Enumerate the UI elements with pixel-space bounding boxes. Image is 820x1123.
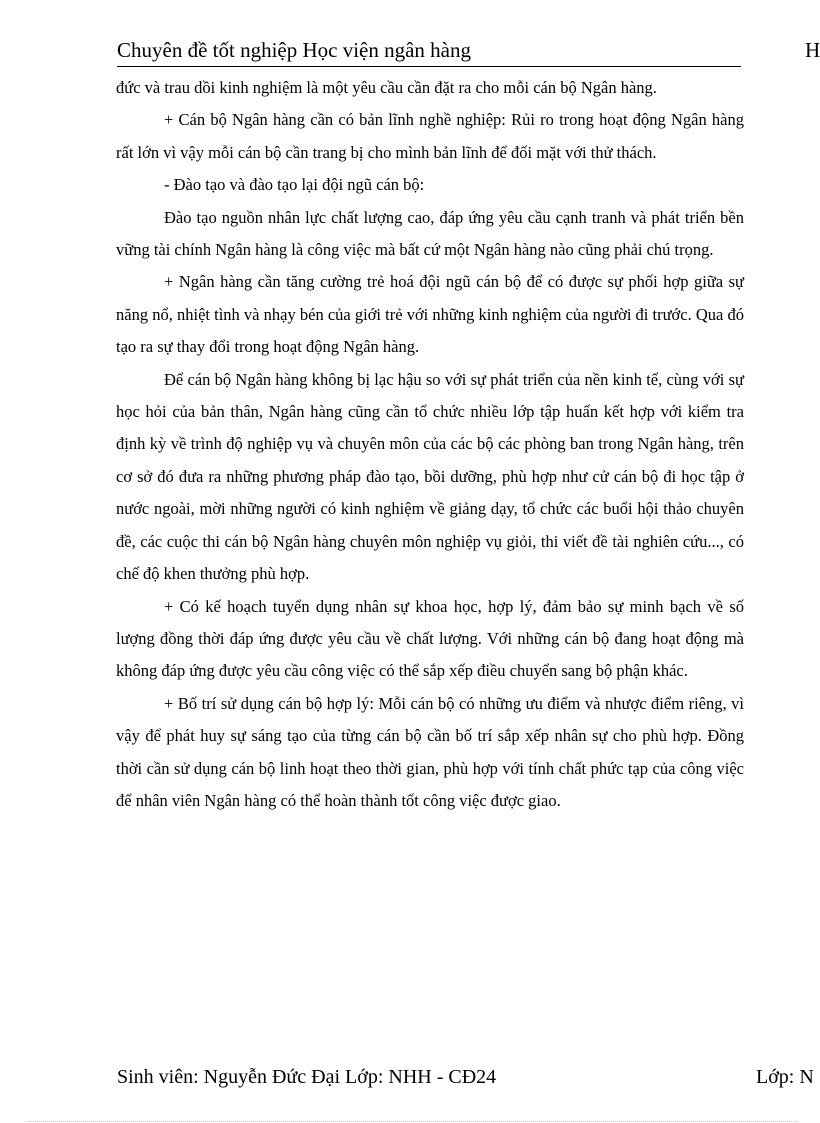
- page-bottom-dotted-line: [28, 1121, 798, 1122]
- paragraph: + Có kế hoạch tuyển dụng nhân sự khoa học, hợp lý, đảm bảo sự minh bạch về số lượng đồng thời đáp ứng được yêu cầu về chất lượng. Với những cán bộ đang hoạt động mà không đáp ứng được yêu cầu công việc có thể sắp xếp điều chuyển sang bộ phận khác.: [116, 596, 744, 681]
- running-header-right-fragment: H: [805, 38, 820, 62]
- paragraph: + Bố trí sử dụng cán bộ hợp lý: Mỗi cán bộ có những ưu điểm và nhược điểm riêng, vì vậy để phát huy sự sáng tạo của từng cán bộ cần bố trí sắp xếp nhân sự cho phù hợp. Đồng thời cần sử dụng cán bộ linh hoạt theo thời gian, phù hợp với tính chất phức tạp của công việc để nhân viên Ngân hàng có thể hoàn thành tốt công việc được giao.: [116, 693, 744, 810]
- body-text: [116, 72, 744, 817]
- paragraph: + Ngân hàng cần tăng cường trẻ hoá đội ngũ cán bộ để có được sự phối hợp giữa sự năng nổ, nhiệt tình và nhạy bén của giới trẻ với những kinh nghiệm của người đi trước. Qua đó tạo ra sự thay đổi trong hoạt động Ngân hàng.: [116, 272, 744, 357]
- header-divider: [117, 66, 741, 67]
- paragraph: Đào tạo nguồn nhân lực chất lượng cao, đáp ứng yêu cầu cạnh tranh và phát triển bền vững tài chính Ngân hàng là công việc mà bất cứ một Ngân hàng nào cũng phải chú trọng.: [116, 207, 744, 260]
- paragraph: + Cán bộ Ngân hàng cần có bản lĩnh nghề nghiệp: Rủi ro trong hoạt động Ngân hàng rất lớn vì vậy mỗi cán bộ cần trang bị cho mình bản lĩnh để đối mặt với thử thách.: [116, 110, 744, 162]
- paragraph: Để cán bộ Ngân hàng không bị lạc hậu so với sự phát triển của nền kinh tế, cùng với sự học hỏi của bản thân, Ngân hàng cũng cần tổ chức nhiều lớp tập huấn kết hợp với kiểm tra định kỳ về trình độ nghiệp vụ và chuyên môn của các bộ các phòng ban trong Ngân hàng, trên cơ sở đó đưa ra những phương pháp đào tạo, bồi dưỡng, phù hợp như cử cán bộ đi học tập ở nước ngoài, mời những người có kinh nghiệm về giảng dạy, tổ chức các buổi hội thảo chuyên đề, các cuộc thi cán bộ Ngân hàng chuyên môn nghiệp vụ giỏi, thi viết đề tài nghiên cứu..., có chế độ khen thưởng phù hợp.: [116, 369, 744, 584]
- paragraph: đức và trau dồi kinh nghiệm là một yêu cầu cần đặt ra cho mỗi cán bộ Ngân hàng.: [116, 78, 657, 97]
- footer-student-info: Sinh viên: Nguyễn Đức Đại Lớp: NHH - CĐ24: [117, 1066, 497, 1088]
- footer-right-fragment: Lớp: N: [756, 1066, 814, 1088]
- paragraph: - Đào tạo và đào tạo lại đội ngũ cán bộ:: [164, 175, 425, 195]
- running-header-title: Chuyên đề tốt nghiệp Học viện ngân hàng: [117, 38, 472, 62]
